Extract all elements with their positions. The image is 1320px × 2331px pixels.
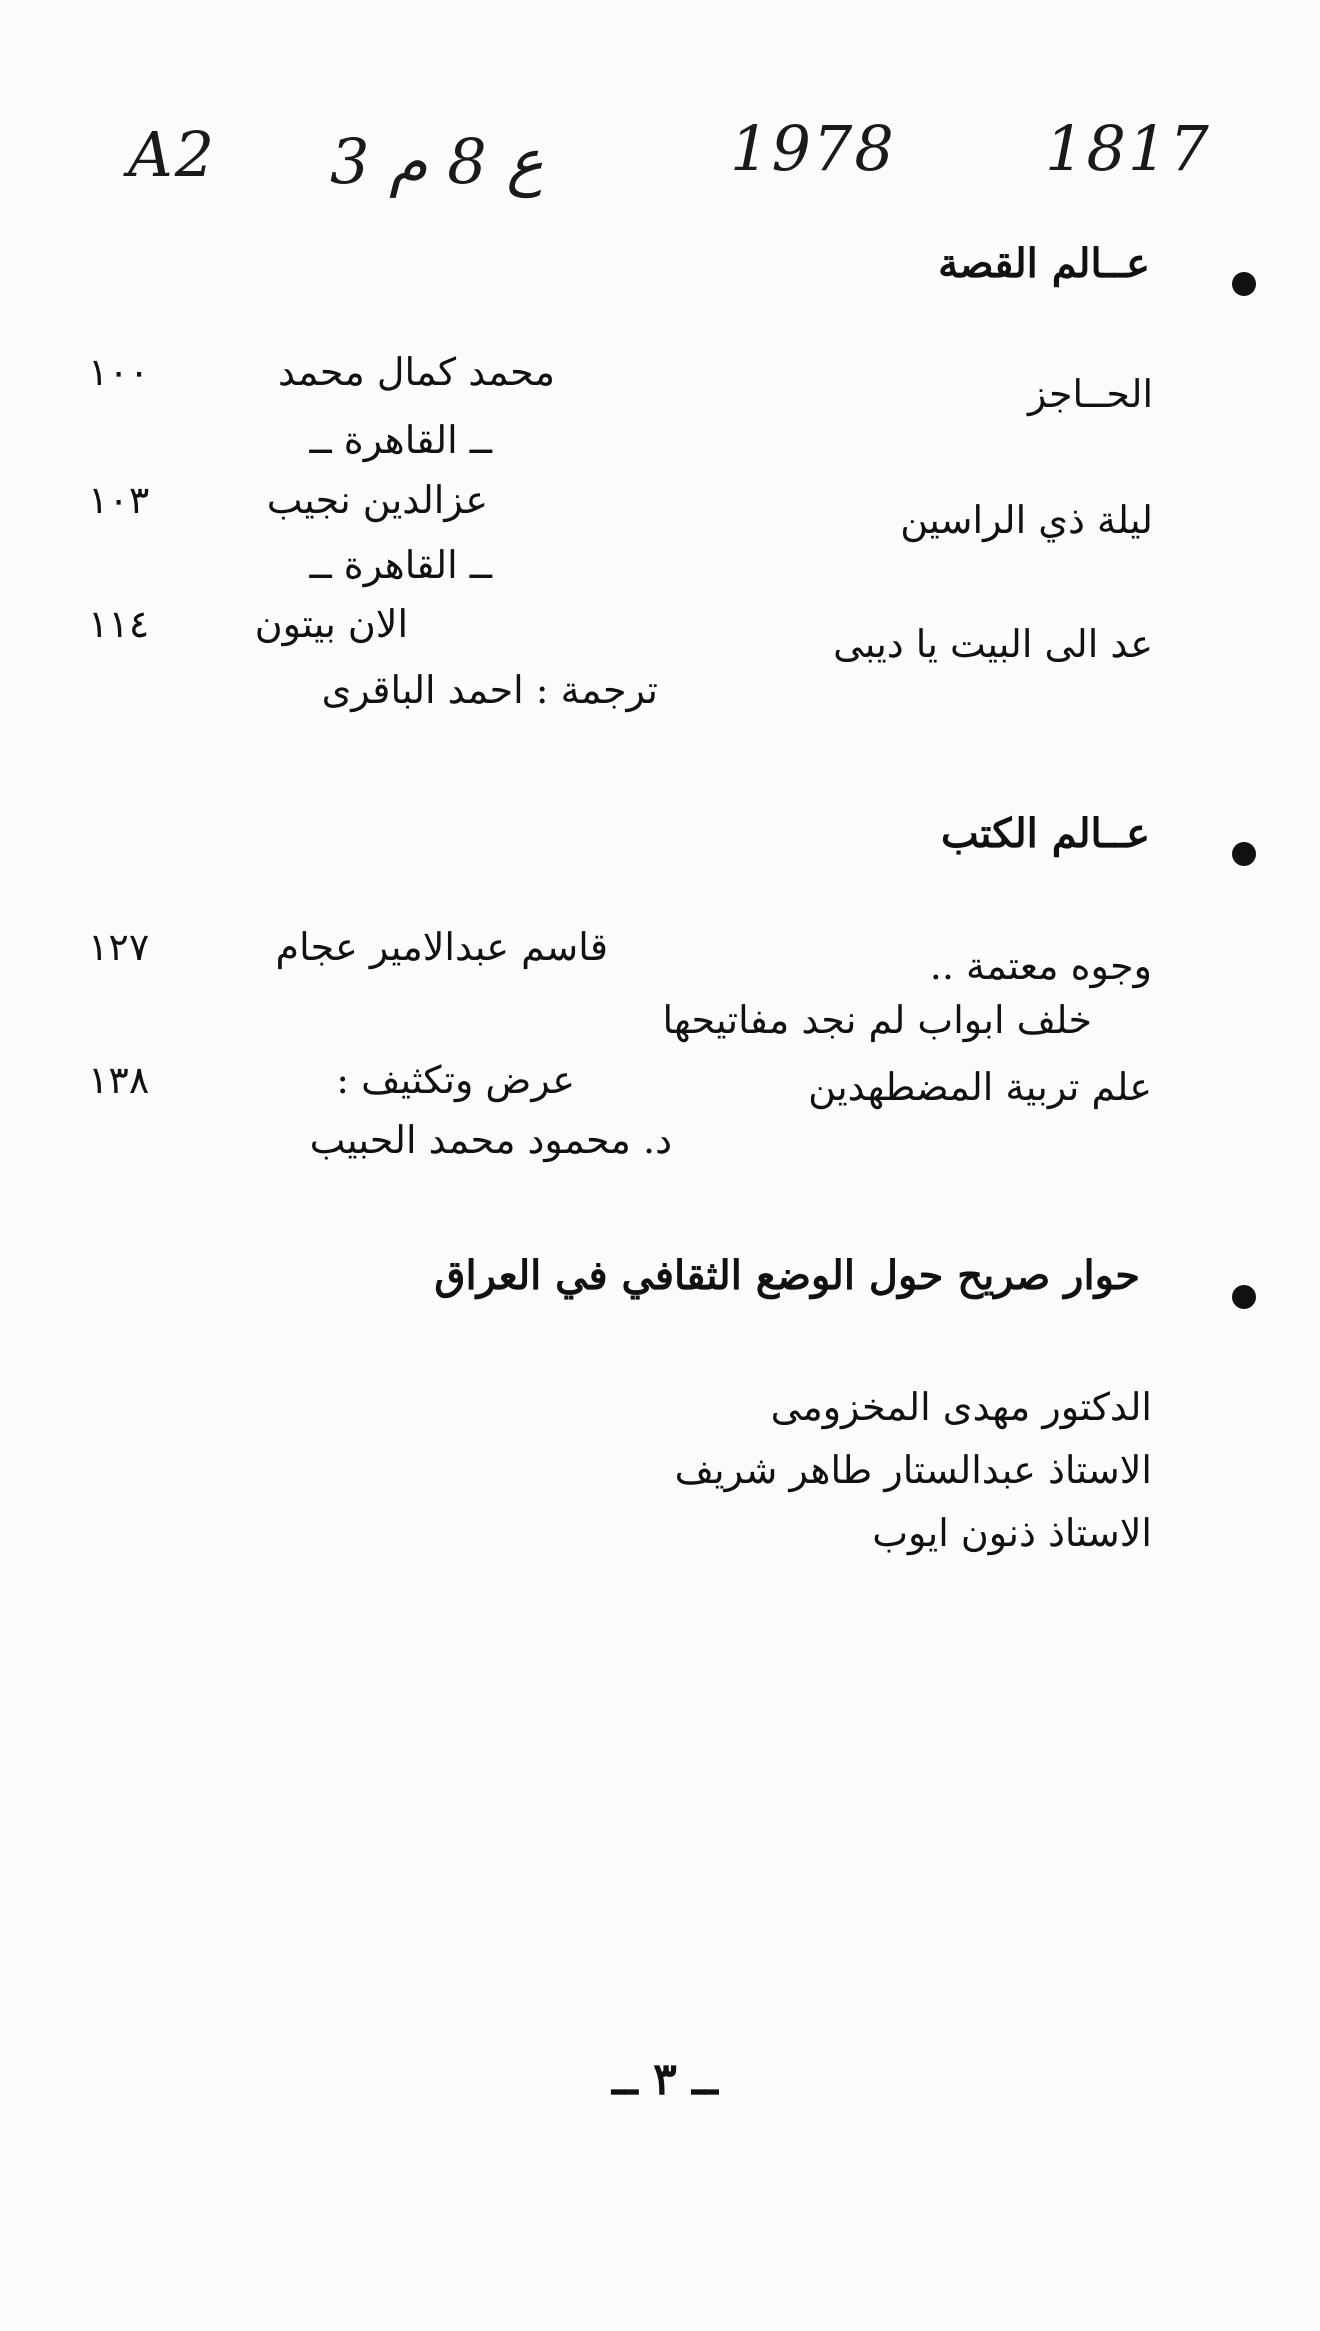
entry-author-note: ــ القاهرة ــ [309, 418, 492, 462]
entry-author: قاسم عبدالامير عجام [275, 925, 608, 969]
handwritten-ref: 1817 [1045, 112, 1211, 185]
entry-page: ١١٤ [88, 602, 150, 646]
section-heading: عــالم القصة [938, 240, 1150, 287]
entry-author: محمد كمال محمد [277, 350, 555, 394]
section-bullet [1232, 1285, 1256, 1309]
entry-author: الان بيتون [254, 602, 408, 646]
entry-page: ١٣٨ [88, 1058, 150, 1102]
entry-page: ١٠٣ [88, 478, 150, 522]
page-number: ــ ٣ ــ [612, 2054, 718, 2105]
entry-author-note: د. محمود محمد الحبيب [309, 1118, 672, 1162]
entry-title: وجوه معتمة .. [929, 944, 1152, 988]
section-heading: حوار صريح حول الوضع الثقافي في العراق [434, 1252, 1140, 1299]
handwritten-year: 1978 [730, 112, 896, 185]
section-bullet [1232, 842, 1256, 866]
handwritten-codes: 3 ع 8 م [330, 125, 544, 198]
entry-author: عرض وتكثيف : [336, 1058, 575, 1102]
section-heading: عــالم الكتب [941, 810, 1150, 857]
participant-name: الدكتور مهدى المخزومى [770, 1385, 1152, 1429]
entry-author-note: ترجمة : احمد الباقرى [321, 668, 658, 712]
entry-title: علم تربية المضطهدين [808, 1065, 1152, 1109]
section-bullet [1232, 272, 1256, 296]
handwritten-code: A2 [128, 118, 217, 191]
entry-title: عد الى البيت يا ديبى [833, 622, 1153, 666]
entry-subtitle: خلف ابواب لم نجد مفاتيحها [662, 998, 1092, 1042]
entry-author-note: ــ القاهرة ــ [309, 543, 492, 587]
entry-page: ١٢٧ [88, 925, 150, 969]
entry-author: عزالدين نجيب [266, 478, 488, 522]
entry-title: الحــاجز [1028, 372, 1153, 416]
entry-page: ١٠٠ [88, 350, 150, 394]
participant-name: الاستاذ ذنون ايوب [872, 1511, 1152, 1555]
entry-title: ليلة ذي الراسين [900, 498, 1153, 542]
participant-name: الاستاذ عبدالستار طاهر شريف [674, 1448, 1152, 1492]
